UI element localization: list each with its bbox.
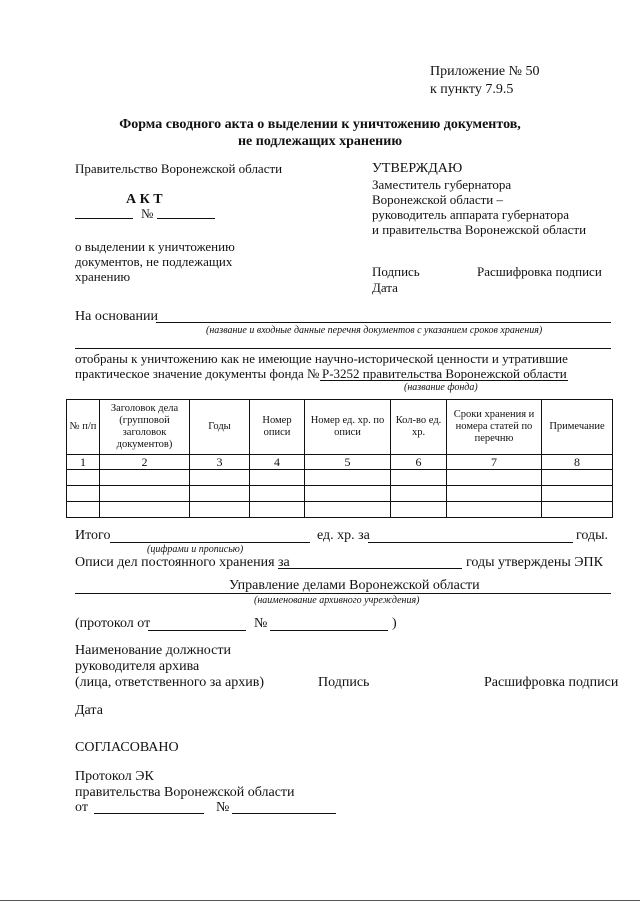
approval-decryption-label: Расшифровка подписи — [477, 264, 602, 279]
protocol-number-sign: № — [254, 616, 268, 631]
head-position-line2: руководителя архива — [75, 659, 200, 674]
ek-date-line — [94, 813, 204, 814]
archive-hint: (наименование архивного учреждения) — [254, 595, 420, 606]
act-subject-line2: документов, не подлежащих — [75, 254, 233, 269]
appendix-number: Приложение № 50 — [430, 64, 540, 79]
organization-name: Правительство Воронежской области — [75, 161, 283, 176]
header-cell-title: Заголовок дела (групповой заголовок документов) — [100, 400, 190, 455]
date-label: Дата — [75, 703, 103, 718]
inventory-years-line — [278, 568, 462, 569]
archive-line — [75, 593, 611, 594]
totals-units: ед. хр. за — [317, 528, 370, 543]
approval-signature-label: Подпись — [372, 264, 420, 279]
agreed-title: СОГЛАСОВАНО — [75, 740, 179, 755]
act-number-line — [157, 218, 215, 219]
table-header-row — [67, 400, 613, 455]
header-cell-terms: Сроки хранения и номера статей по перечню — [447, 400, 542, 455]
totals-count-line — [110, 542, 310, 543]
fund-line — [320, 380, 568, 381]
act-subject-line3: хранению — [75, 269, 131, 284]
basis-label: На основании — [75, 309, 158, 324]
ek-protocol-line1: Протокол ЭК — [75, 769, 154, 784]
approval-line4: и правительства Воронежской области — [372, 222, 587, 237]
form-title-line1: Форма сводного акта о выделении к уничтожению документов, — [119, 117, 521, 132]
basis-text-line2: практическое значение документы фонда № — [75, 366, 320, 381]
header-cell-note: Примечание — [542, 400, 613, 455]
approval-line1: Заместитель губернатора — [372, 177, 512, 192]
header-cell-unit-number: Номер ед. хр. по описи — [305, 400, 391, 455]
page-bottom-edge — [0, 900, 640, 901]
act-subject-line1: о выделении к уничтожению — [75, 239, 235, 254]
approval-line3: руководитель аппарата губернатора — [372, 207, 569, 222]
act-date-line — [75, 218, 133, 219]
basis-hint: (название и входные данные перечня документов с указанием сроков хранения) — [206, 325, 543, 336]
header-cell-inventory: Номер описи — [250, 400, 305, 455]
column-number: 3 — [190, 455, 250, 470]
totals-years-line — [368, 542, 573, 543]
column-number: 2 — [100, 455, 190, 470]
column-number: 5 — [305, 455, 391, 470]
ek-number-sign: № — [216, 800, 230, 815]
header-cell-count: Кол-во ед. хр. — [391, 400, 447, 455]
header-cell-number: № п/п — [67, 400, 100, 455]
documents-table — [66, 399, 613, 518]
column-number: 7 — [447, 455, 542, 470]
protocol-close: ) — [392, 616, 397, 631]
protocol-date-line — [148, 630, 246, 631]
approval-line2: Воронежской области – — [372, 192, 503, 207]
basis-text-line1: отобраны к уничтожению как не имеющие научно-исторической ценности и утратившие — [75, 351, 568, 366]
head-position-line3: (лица, ответственного за архив) — [75, 675, 264, 690]
ek-protocol-line2: правительства Воронежской области — [75, 785, 295, 800]
totals-hint: (цифрами и прописью) — [147, 544, 244, 555]
column-number: 6 — [391, 455, 447, 470]
table-number-row — [67, 455, 613, 470]
header-cell-years: Годы — [190, 400, 250, 455]
basis-line — [156, 322, 611, 323]
act-title: А К Т — [126, 192, 163, 207]
head-signature-label: Подпись — [318, 675, 370, 690]
head-decryption-label: Расшифровка подписи — [484, 675, 619, 690]
act-number-sign: № — [141, 206, 154, 221]
inventory-suffix: годы утверждены ЭПК — [466, 555, 603, 570]
basis-line-2 — [75, 348, 611, 349]
head-position-line1: Наименование должности — [75, 643, 231, 658]
inventory-prefix: Описи дел постоянного хранения за — [75, 555, 290, 570]
protocol-prefix: (протокол от — [75, 616, 151, 631]
appendix-clause: к пункту 7.9.5 — [430, 82, 514, 97]
column-number: 1 — [67, 455, 100, 470]
fund-value: Р-3252 правительства Воронежской области — [322, 366, 567, 381]
form-title-line2: не подлежащих хранению — [237, 134, 403, 149]
table-row — [67, 470, 613, 486]
approval-title: УТВЕРЖДАЮ — [372, 161, 463, 176]
column-number: 8 — [542, 455, 613, 470]
ek-from-label: от — [75, 800, 88, 815]
column-number: 4 — [250, 455, 305, 470]
approval-date-label: Дата — [372, 280, 398, 295]
ek-number-line — [232, 813, 336, 814]
totals-years: годы. — [576, 528, 609, 543]
protocol-number-line — [270, 630, 388, 631]
fund-hint: (название фонда) — [404, 382, 478, 393]
archive-name: Управление делами Воронежской области — [229, 578, 480, 593]
totals-label: Итого — [75, 528, 111, 543]
table-row — [67, 502, 613, 518]
table-row — [67, 486, 613, 502]
